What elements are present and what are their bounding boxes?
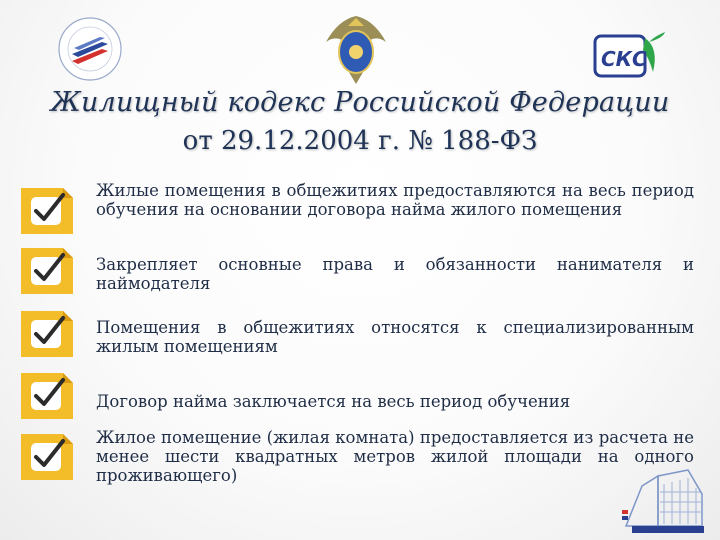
emblem-logo: [318, 12, 394, 90]
checkbox-icon: [17, 369, 77, 423]
checkbox-icon: [17, 184, 77, 238]
checkbox-icon: [17, 430, 77, 484]
checkbox-icon: [17, 244, 77, 298]
checkbox-icon: [17, 307, 77, 361]
page-title: Жилищный кодекс Российской Федерации: [50, 87, 670, 118]
university-seal-logo: [50, 14, 130, 84]
list-item: Жилые помещения в общежитиях предоставляются на весь период обучения на основании договора найма жилого помещения: [96, 181, 694, 219]
list-item: Закрепляет основные права и обязанности нанимателя и наймодателя: [96, 255, 694, 293]
sks-logo: [593, 28, 669, 88]
list-item: Помещения в общежитиях относятся к специализированным жилым помещениям: [96, 318, 694, 356]
sks-logo-text: СКС: [601, 47, 647, 71]
list-item: Договор найма заключается на весь период обучения: [96, 392, 571, 411]
building-logo: [618, 466, 708, 536]
list-item: Жилое помещение (жилая комната) предоставляется из расчета не менее шести квадратных метров жилой площади на одного проживающего): [96, 428, 694, 485]
page-subtitle: от 29.12.2004 г. № 188-ФЗ: [182, 126, 538, 156]
